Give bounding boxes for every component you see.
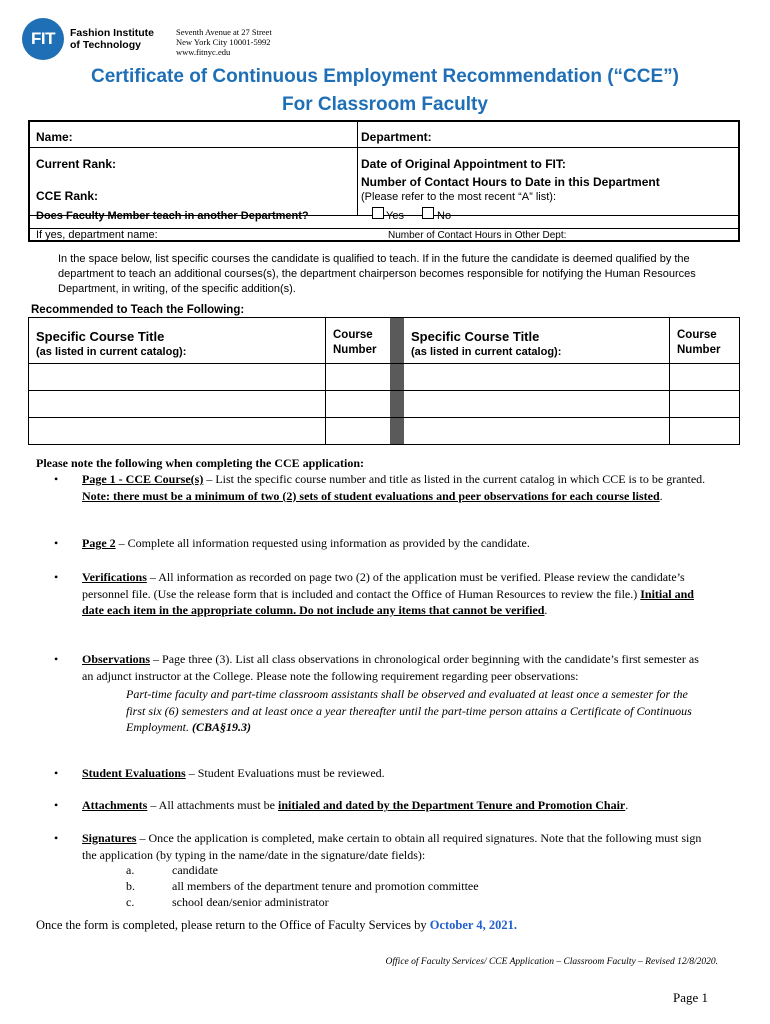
notes-heading	[36, 455, 736, 472]
contact-hours-field-label[interactable]: Number of Contact Hours to Date in this Department	[361, 175, 660, 189]
address-line-2: New York City 10001-5992	[176, 37, 271, 47]
institution-address	[176, 27, 272, 57]
bullet-dot: •	[54, 766, 59, 780]
course-col-divider	[325, 318, 326, 444]
recommended-label: Recommended to Teach the Following:	[31, 304, 245, 316]
note-text: – Complete all information requested using information as provided by the candidate.	[115, 536, 530, 550]
signer-candidate: candidate	[172, 863, 218, 877]
signer-b-letter: b.	[126, 879, 135, 893]
note-emphasis: Initial and date each item in the appropriate column. Do not include any items that cannot be verified	[82, 586, 694, 617]
info-table-divider	[357, 122, 358, 215]
faculty-info-table	[28, 120, 740, 242]
note-label: Page 2	[82, 536, 116, 550]
yes-checkbox[interactable]	[372, 207, 384, 219]
right-course-number-header-1: Course	[677, 329, 717, 341]
course-col-divider	[669, 318, 670, 444]
a-list-note: (Please refer to the most recent “A” list):	[361, 191, 557, 203]
course-row-line	[29, 390, 739, 391]
course-header-line	[29, 363, 739, 364]
signer-committee: all members of the department tenure and promotion committee	[172, 879, 479, 893]
name-field-label[interactable]: Name:	[36, 130, 73, 144]
revision-footnote: Office of Faculty Services/ CCE Application – Classroom Faculty – Revised 12/8/2020.	[385, 957, 718, 967]
right-course-number-header-2: Number	[677, 344, 721, 356]
title-line-2: For Classroom Faculty	[282, 94, 488, 115]
note-emphasis: initialed and dated by the Department Tenure and Promotion Chair	[277, 798, 626, 812]
return-deadline: October 4, 2021.	[429, 918, 518, 932]
bullet-dot: •	[54, 472, 59, 486]
signer-c-letter: c.	[126, 895, 135, 909]
course-row-line	[29, 417, 739, 418]
signer-dean: school dean/senior administrator	[172, 895, 329, 909]
institution-line-2: of Technology	[70, 39, 141, 51]
quote-text: Part-time faculty and part-time classroom assistants shall be observed and evaluated at least once a semester for the first six (6) semesters and at least once a year thereafter until the part-time person attains a Certificate of Continuous Employment	[126, 687, 692, 734]
note-text: – All attachments must be	[147, 798, 278, 812]
page-number: Page 1	[672, 990, 708, 1005]
note-attachments: • Attachments – All attachments must be initialed and dated by the Department Tenure and Promotion Chair.	[54, 798, 629, 812]
other-department-name-label[interactable]: If yes, department name:	[36, 229, 158, 241]
bullet-dot: •	[54, 570, 59, 584]
cce-rank-field-label[interactable]: CCE Rank:	[36, 189, 99, 203]
cba-citation: (CBA§19.3)	[191, 720, 251, 734]
other-dept-hours-label[interactable]: Number of Contact Hours in Other Dept:	[388, 230, 567, 241]
note-cce-courses: • Page 1 - CCE Course(s) – List the specific course number and title as listed in the current catalog in which CCE is to be granted. Note: there must be a minimum of two (2) sets of student evaluations and peer observations for each course listed.	[54, 472, 706, 503]
info-row-line	[30, 147, 357, 148]
note-student-evaluations	[56, 765, 706, 782]
left-course-number-header-1: Course	[333, 329, 373, 341]
current-rank-field-label[interactable]: Current Rank:	[36, 157, 117, 171]
left-course-title-sub: (as listed in current catalog):	[36, 346, 187, 358]
cba-quote: Part-time faculty and part-time classroom assistants shall be observed and evaluated at least once a semester for the first six (6) semesters and at least once a year thereafter until the part-time person attains a Certificate of Continuous Employment. (CBA§19.3)	[126, 687, 692, 734]
no-label: No	[437, 210, 452, 222]
note-text: – All information as recorded on page two (2) of the application must be verified. Please review the candidate’s personnel file. (Use the release form that is included and contact the Office of Human Resources to review the file.)	[82, 570, 685, 601]
left-course-title-header: Specific Course Title	[36, 329, 165, 344]
note-label: Page 1 - CCE Course(s)	[82, 472, 204, 486]
title-line-1: Certificate of Continuous Employment Recommendation (“CCE”)	[91, 66, 679, 87]
note-signatures	[56, 830, 706, 863]
yes-label: Yes	[386, 210, 404, 222]
note-page-2	[56, 535, 706, 552]
instructions-paragraph: In the space below, list specific courses the candidate is qualified to teach. If in the future the candidate is deemed qualified by the department to teach an additional courses(s), the department chairperson becomes responsible for notifying the Human Resources Department, in writing, of the specific addition(s).	[58, 253, 696, 295]
no-checkbox[interactable]	[422, 207, 434, 219]
course-table-separator	[390, 318, 404, 444]
right-course-title-sub: (as listed in current catalog):	[411, 346, 562, 358]
bullet-dot: •	[54, 652, 59, 666]
address-line-3: www.fitnyc.edu	[176, 47, 231, 57]
bullet-dot: •	[54, 536, 59, 550]
note-text: – Page three (3). List all class observations in chronological order beginning with the candidate’s first semester as an adjunct instructor at the College. Please note the following requirement regarding peer observations:	[82, 652, 699, 683]
institution-name	[70, 27, 154, 51]
note-label: Verifications	[82, 570, 147, 584]
fit-logo: FIT	[22, 18, 64, 60]
note-label: Signatures	[82, 831, 137, 845]
note-text: – Student Evaluations must be reviewed.	[185, 766, 385, 780]
course-table	[28, 317, 740, 445]
left-course-number-header-2: Number	[333, 344, 377, 356]
note-label: Observations	[82, 652, 151, 666]
note-text: – Once the application is completed, make certain to obtain all required signatures. Note that the following must sign the application (by typing in the name/date in the signature/date fields):	[82, 831, 702, 862]
info-row-line	[357, 147, 740, 148]
institution-line-1: Fashion Institute	[70, 27, 154, 39]
bullet-dot: •	[54, 831, 59, 845]
note-emphasis: Note: there must be a minimum of two (2) sets of student evaluations and peer observations for each course listed	[82, 488, 660, 503]
note-label: Attachments	[82, 798, 148, 812]
return-instructions	[36, 918, 517, 933]
signer-a-letter: a.	[126, 863, 135, 877]
bullet-dot: •	[54, 798, 59, 812]
appointment-date-field-label[interactable]: Date of Original Appointment to FIT:	[361, 157, 566, 171]
department-field-label[interactable]: Department:	[361, 130, 432, 144]
note-label: Student Evaluations	[82, 766, 186, 780]
note-observations	[56, 651, 706, 736]
notes-heading-text: Please note the following when completing the CCE application:	[36, 456, 364, 470]
right-course-title-header: Specific Course Title	[411, 329, 540, 344]
other-department-question: Does Faculty Member teach in another Department?	[36, 210, 309, 222]
note-verifications: • Verifications – All information as recorded on page two (2) of the application must be verified. Please review the candidate’s personnel file. (Use the release form that is included and contact the Office of Human Resources to review the file.) Initial and date each item in the appropriate column. Do not include any items that cannot be verified.	[54, 570, 694, 617]
note-text: – List the specific course number and title as listed in the current catalog in which CCE is to be granted.	[203, 472, 706, 486]
address-line-1: Seventh Avenue at 27 Street	[176, 27, 272, 37]
return-text: Once the form is completed, please return to the Office of Faculty Services by	[36, 918, 430, 932]
